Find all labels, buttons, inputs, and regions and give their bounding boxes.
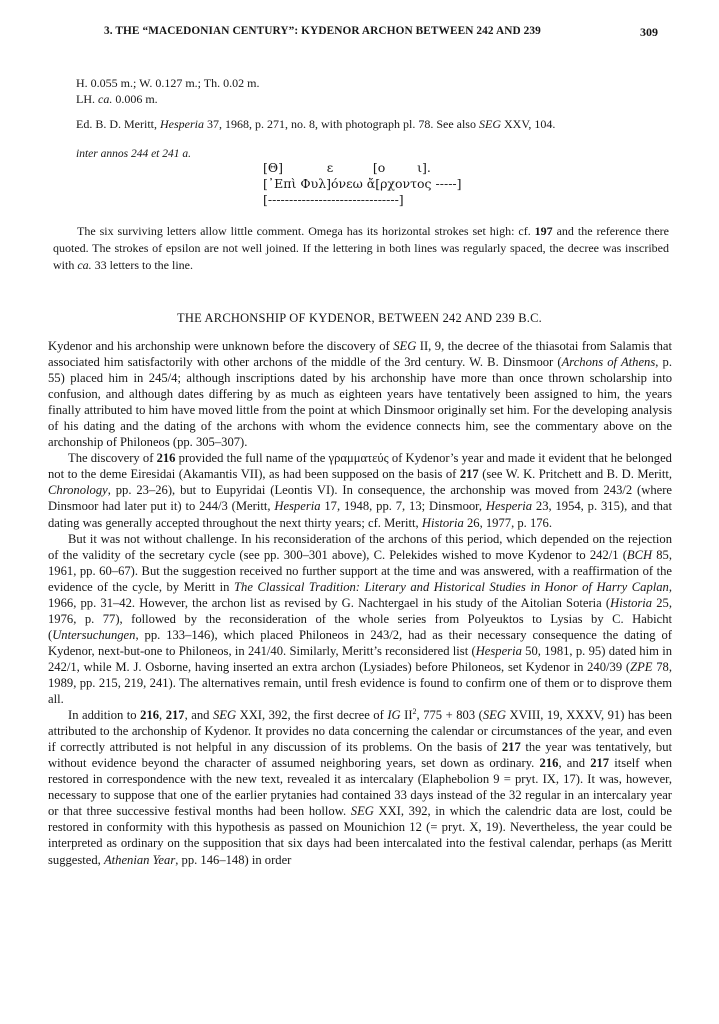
- paragraph: But it was not without challenge. In his reconsideration of the archons of this period, which depended on the rejection of the validity of the secretary cycle (see pp. 300–301 above), C. Pelekides wished to move Kydenor to 242/1 (BCH 85, 1961, pp. 60–67). But the suggestion received no further support at the time and was answered, with a reaffirmation of the evidence of the cycle, by Meritt in The Classical Tradition: Literary and Historical Studies in Honor of Harry Caplan, 1966, pp. 31–42. However, the archon list as revised by G. Nachtergael in his study of the Aitolian Soteria (Historia 25, 1976, p. 77), followed by the reconsideration of the whole series from Polyeuktos to Lysias by C. Habicht (Untersuchungen, pp. 133–146), which placed Philoneos in 243/2, had as their necessary consequence the dating of Kydenor, next-but-one to Philoneos, in 241/40. Similarly, Meritt’s reconsidered list (Hesperia 50, 1981, p. 95) dated him in 242/1, while M. J. Osborne, having inserted an extra archon (Lysiades) before Philoneos, set Kydenor in 240/39 (ZPE 78, 1989, pp. 215, 219, 241). The alternatives remain, until fresh evidence is found to confirm one of them or to disprove them all.: [48, 531, 673, 707]
- edition-line: Ed. B. D. Meritt, Hesperia 37, 1968, p. 271, no. 8, with photograph pl. 78. See also SEG XXV, 104.: [76, 117, 556, 131]
- running-header: [0, 25, 719, 45]
- section-title: THE ARCHONSHIP OF KYDENOR, BETWEEN 242 AND 239 B.C.: [177, 311, 542, 325]
- running-head-title: 3. THE “MACEDONIAN CENTURY”: KYDENOR ARCHON BETWEEN 242 AND 239: [104, 25, 541, 37]
- inscription-date: inter annos 244 et 241 a.: [76, 148, 191, 160]
- dimensions-line: H. 0.055 m.; W. 0.127 m.; Th. 0.02 m.: [76, 76, 260, 90]
- paragraph: Kydenor and his archonship were unknown before the discovery of SEG II, 9, the decree of the thiasotai from Salamis that associated him satisfactorily with other archons of the middle of the 3rd century. W. B. Dinsmoor (Archons of Athens, p. 55) placed him in 245/4; although inscriptions dated by his archonship have more than once thrown scholarship into confusion, and although dates differing by as much as eighteen years have tentatively been assigned to him, the years finally attributed to him have moved little from the point at which Dinsmoor originally set him. For the developing analysis of his dating and the dating of the archons with whom the evidence connects him, see the commentary above on the archonship of Philoneos (pp. 305–307).: [48, 339, 672, 450]
- paragraph: In addition to 216, 217, and SEG XXI, 392, the first decree of IG $II^2$, 775 + 803 (SEG XVIII, 19, XXXV, 91) has been attributed to the archonship of Kydenor. It provides no data concerning the calendar or circumstances of the year, and even if correctly attributed is not helpful in any discussion of its problems. On the basis of 217 the year was tentatively, but without evidence beyond the character of assumed neighboring years, set down as ordinary. 216, and 217 itself when restored in correspondence with the new text, revealed it as intercalary (Elaphebolion 9 = pryt. IX, 17). It was, however, necessary to suppose that one of the earlier prytanies had contained 33 days instead of the 32 regular in an intercalary year or that three successive festival months had been hollow. SEG XXI, 392, in which the calendric data are lost, could be restored in conformity with this hypothesis as passed on Mounichion 12 (= pryt. X, 19). Nevertheless, the year could be interpreted as ordinary on the supposition that six days had been intercalated into the festival calendar, perhaps (as Meritt suggested, Athenian Year, pp. 146–148) in order: [48, 706, 673, 867]
- inscription-line: [-------------------------------]: [263, 192, 404, 207]
- letter-height-line: LH. ca. 0.006 m.: [76, 92, 158, 106]
- inscription-line: [᾿Επὶ Φυλ]όνεω ἄ[ρχοντος -----]: [263, 176, 462, 191]
- section-body: [48, 338, 672, 868]
- inscription-text: [263, 160, 462, 208]
- inscription-line: [Θ] ε [ο ι].: [263, 160, 431, 175]
- paragraph: The discovery of 216 provided the full name of the γραμματεύς of Kydenor’s year and made it evident that he belonged not to the deme Eiresidai (Akamantis VII), as had been supposed on the basis of 217 (see W. K. Pritchett and B. D. Meritt, Chronology, pp. 23–26), but to Eupyridai (Leontis VI). In consequence, the archonship was moved from 243/2 (where Dinsmoor had later put it) to 244/3 (Meritt, Hesperia 17, 1948, pp. 7, 13; Dinsmoor, Hesperia 23, 1954, p. 315), and that dating was generally accepted throughout the next thirty years; cf. Meritt, Historia 26, 1977, p. 176.: [48, 451, 672, 530]
- epigraphic-commentary: The six surviving letters allow little comment. Omega has its horizontal strokes set high: cf. 197 and the reference there quoted. The strokes of epsilon are not well joined. If the lettering in both lines was regularly spaced, the decree was inscribed with ca. 33 letters to the line.: [53, 224, 669, 272]
- page-number: 309: [640, 25, 658, 39]
